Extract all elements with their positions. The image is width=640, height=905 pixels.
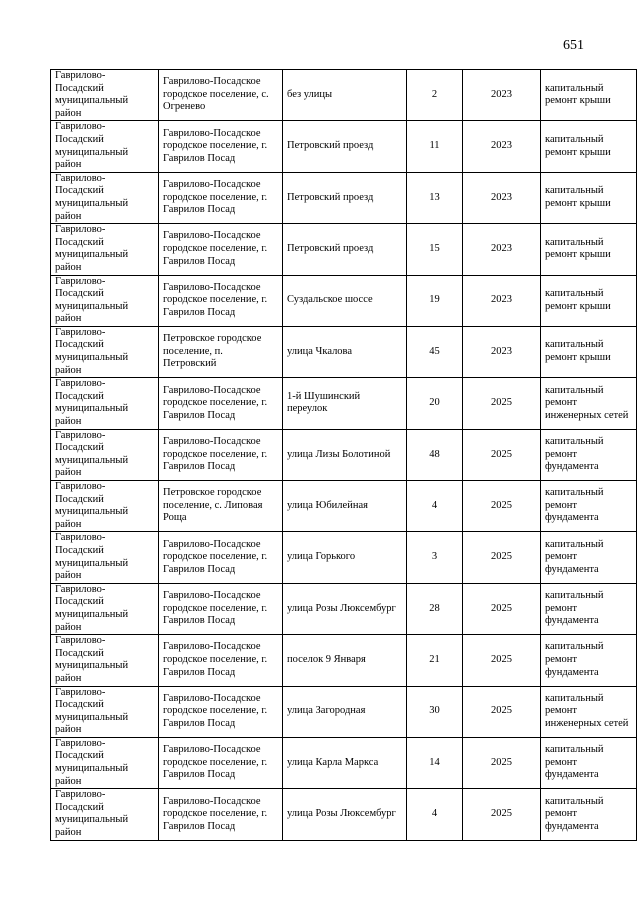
table-row [51,789,637,840]
work-type-cell: капитальный ремонт фундамента [541,532,637,583]
district-cell: Гаврилово-Посадский муниципальный район [51,378,159,429]
work-type-cell: капитальный ремонт фундамента [541,737,637,788]
house-number-cell: 48 [407,429,463,480]
house-number-cell: 2 [407,70,463,121]
district-cell: Гаврилово-Посадский муниципальный район [51,635,159,686]
year-cell: 2023 [463,275,541,326]
year-cell: 2023 [463,224,541,275]
house-number-cell: 4 [407,789,463,840]
house-number-cell: 11 [407,121,463,172]
settlement-cell: Петровское городское поселение, с. Липовая Роща [159,481,283,532]
house-number-cell: 14 [407,737,463,788]
table-row [51,429,637,480]
district-cell: Гаврилово-Посадский муниципальный район [51,532,159,583]
year-cell: 2025 [463,583,541,634]
district-cell: Гаврилово-Посадский муниципальный район [51,583,159,634]
district-cell: Гаврилово-Посадский муниципальный район [51,789,159,840]
district-cell: Гаврилово-Посадский муниципальный район [51,172,159,223]
street-cell: Суздальское шоссе [283,275,407,326]
table-row [51,583,637,634]
street-cell: поселок 9 Января [283,635,407,686]
house-number-cell: 30 [407,686,463,737]
table-row [51,481,637,532]
street-cell: Петровский проезд [283,172,407,223]
street-cell: улица Юбилейная [283,481,407,532]
table-body [51,70,637,841]
district-cell: Гаврилово-Посадский муниципальный район [51,326,159,377]
year-cell: 2025 [463,532,541,583]
settlement-cell: Гаврилово-Посадское городское поселение, г. Гаврилов Посад [159,532,283,583]
table-row [51,172,637,223]
work-type-cell: капитальный ремонт инженерных сетей [541,686,637,737]
work-type-cell: капитальный ремонт инженерных сетей [541,378,637,429]
settlement-cell: Гаврилово-Посадское городское поселение, г. Гаврилов Посад [159,224,283,275]
street-cell: 1-й Шушинский переулок [283,378,407,429]
table-row [51,70,637,121]
table-row [51,532,637,583]
work-type-cell: капитальный ремонт крыши [541,224,637,275]
settlement-cell: Гаврилово-Посадское городское поселение, г. Гаврилов Посад [159,378,283,429]
year-cell: 2025 [463,737,541,788]
street-cell: улица Розы Люксембург [283,789,407,840]
house-number-cell: 4 [407,481,463,532]
year-cell: 2025 [463,481,541,532]
district-cell: Гаврилово-Посадский муниципальный район [51,481,159,532]
table-row [51,275,637,326]
settlement-cell: Гаврилово-Посадское городское поселение, г. Гаврилов Посад [159,275,283,326]
table-row [51,737,637,788]
year-cell: 2025 [463,686,541,737]
year-cell: 2023 [463,121,541,172]
settlement-cell: Гаврилово-Посадское городское поселение, г. Гаврилов Посад [159,737,283,788]
settlement-cell: Гаврилово-Посадское городское поселение, г. Гаврилов Посад [159,172,283,223]
work-type-cell: капитальный ремонт фундамента [541,789,637,840]
table-row [51,121,637,172]
district-cell: Гаврилово-Посадский муниципальный район [51,275,159,326]
settlement-cell: Гаврилово-Посадское городское поселение, г. Гаврилов Посад [159,789,283,840]
settlement-cell: Гаврилово-Посадское городское поселение, с. Огренево [159,70,283,121]
work-type-cell: капитальный ремонт фундамента [541,429,637,480]
settlement-cell: Гаврилово-Посадское городское поселение, г. Гаврилов Посад [159,429,283,480]
settlement-cell: Гаврилово-Посадское городское поселение, г. Гаврилов Посад [159,121,283,172]
street-cell: улица Чкалова [283,326,407,377]
year-cell: 2023 [463,326,541,377]
work-type-cell: капитальный ремонт фундамента [541,583,637,634]
settlement-cell: Петровское городское поселение, п. Петровский [159,326,283,377]
street-cell: улица Горького [283,532,407,583]
work-type-cell: капитальный ремонт крыши [541,172,637,223]
house-number-cell: 19 [407,275,463,326]
year-cell: 2025 [463,429,541,480]
house-number-cell: 28 [407,583,463,634]
street-cell: Петровский проезд [283,121,407,172]
district-cell: Гаврилово-Посадский муниципальный район [51,429,159,480]
street-cell: улица Лизы Болотиной [283,429,407,480]
work-type-cell: капитальный ремонт крыши [541,121,637,172]
settlement-cell: Гаврилово-Посадское городское поселение, г. Гаврилов Посад [159,686,283,737]
table-row [51,326,637,377]
house-number-cell: 13 [407,172,463,223]
district-cell: Гаврилово-Посадский муниципальный район [51,686,159,737]
year-cell: 2023 [463,70,541,121]
table-row [51,635,637,686]
work-type-cell: капитальный ремонт крыши [541,275,637,326]
house-number-cell: 45 [407,326,463,377]
repair-schedule-table [50,69,637,841]
table-row [51,378,637,429]
street-cell: улица Карла Маркса [283,737,407,788]
district-cell: Гаврилово-Посадский муниципальный район [51,121,159,172]
street-cell: без улицы [283,70,407,121]
work-type-cell: капитальный ремонт крыши [541,326,637,377]
district-cell: Гаврилово-Посадский муниципальный район [51,224,159,275]
settlement-cell: Гаврилово-Посадское городское поселение, г. Гаврилов Посад [159,583,283,634]
work-type-cell: капитальный ремонт фундамента [541,635,637,686]
house-number-cell: 21 [407,635,463,686]
district-cell: Гаврилово-Посадский муниципальный район [51,70,159,121]
year-cell: 2023 [463,172,541,223]
street-cell: улица Загородная [283,686,407,737]
table-row [51,224,637,275]
district-cell: Гаврилово-Посадский муниципальный район [51,737,159,788]
year-cell: 2025 [463,789,541,840]
house-number-cell: 15 [407,224,463,275]
year-cell: 2025 [463,378,541,429]
house-number-cell: 20 [407,378,463,429]
table-row [51,686,637,737]
street-cell: улица Розы Люксембург [283,583,407,634]
page-number: 651 [563,38,584,53]
work-type-cell: капитальный ремонт фундамента [541,481,637,532]
house-number-cell: 3 [407,532,463,583]
year-cell: 2025 [463,635,541,686]
street-cell: Петровский проезд [283,224,407,275]
work-type-cell: капитальный ремонт крыши [541,70,637,121]
settlement-cell: Гаврилово-Посадское городское поселение, г. Гаврилов Посад [159,635,283,686]
